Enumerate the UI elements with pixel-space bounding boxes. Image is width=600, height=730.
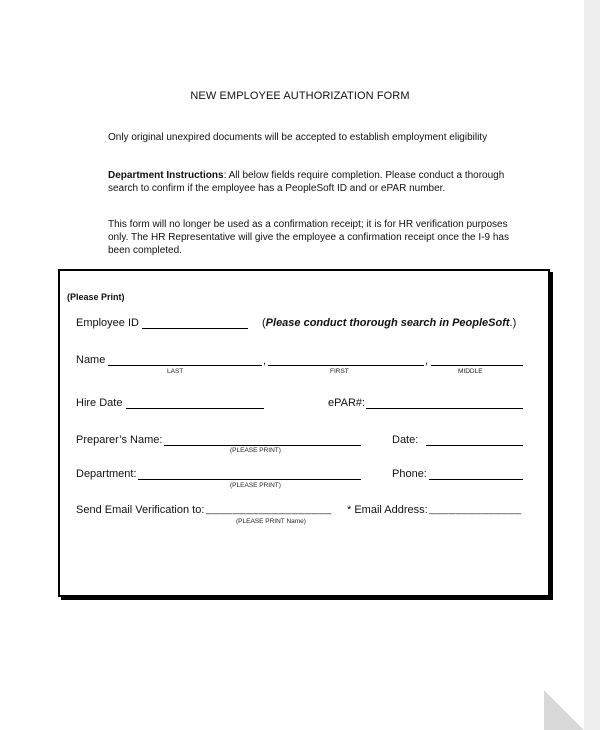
date-field[interactable]	[426, 445, 523, 446]
name-first-field[interactable]	[268, 365, 424, 366]
name-first-hint: FIRST	[330, 368, 349, 375]
page-fold-corner	[544, 690, 584, 730]
employee-id-label: Employee ID	[76, 317, 139, 329]
form-box	[58, 269, 550, 597]
department-label: Department:	[76, 468, 137, 480]
note-close-paren: .)	[509, 317, 517, 329]
send-email-hint: (PLEASE PRINT Name)	[236, 518, 306, 525]
hire-date-field[interactable]	[126, 408, 264, 409]
hire-date-label: Hire Date	[76, 397, 123, 409]
employee-id-note	[262, 317, 516, 329]
name-comma-1: ,	[263, 355, 267, 367]
department-instructions-heading: Department Instructions	[108, 170, 224, 181]
preparer-name-field[interactable]	[164, 445, 361, 446]
epar-label: ePAR#:	[328, 397, 366, 409]
epar-field[interactable]	[366, 408, 523, 409]
department-field[interactable]	[138, 479, 361, 480]
name-middle-field[interactable]	[431, 365, 523, 366]
name-comma-2: ,	[425, 355, 429, 367]
name-middle-hint: MIDDLE	[458, 368, 483, 375]
send-email-label: Send Email Verification to:	[76, 504, 205, 516]
date-label: Date:	[392, 434, 419, 446]
form-title: NEW EMPLOYEE AUTHORIZATION FORM	[190, 90, 410, 102]
note-text: Please conduct thorough search in PeopleSoft	[265, 317, 510, 329]
please-print-label: (Please Print)	[67, 292, 125, 302]
intro-text: Only original unexpired documents will be accepted to establish employment eligibility	[108, 132, 488, 143]
email-address-label: * Email Address:	[347, 504, 428, 516]
employee-id-field[interactable]	[142, 328, 248, 329]
phone-field[interactable]	[429, 479, 523, 480]
name-label: Name	[76, 354, 106, 366]
department-instructions-text: : All below fields require completion. Please conduct a thorough search to confirm if the employee has a PeopleSoft ID and or ePAR number.	[108, 170, 505, 194]
department-instructions	[108, 169, 528, 195]
preparer-name-label: Preparer’s Name:	[76, 434, 163, 446]
receipt-notice: This form will no longer be used as a confirmation receipt; it is for HR verification purposes only. The HR Representative will give the employee a confirmation receipt once the I-9 has been completed.	[108, 219, 509, 256]
note-open-paren: (	[262, 317, 266, 329]
phone-label: Phone:	[392, 468, 427, 480]
name-last-field[interactable]	[108, 365, 262, 366]
preparer-name-hint: (PLEASE PRINT)	[230, 447, 281, 454]
email-address-field[interactable]: ______________	[429, 503, 522, 515]
send-email-field[interactable]: ___________________	[206, 503, 332, 515]
department-hint: (PLEASE PRINT)	[230, 482, 281, 489]
name-last-hint: LAST	[167, 368, 184, 375]
